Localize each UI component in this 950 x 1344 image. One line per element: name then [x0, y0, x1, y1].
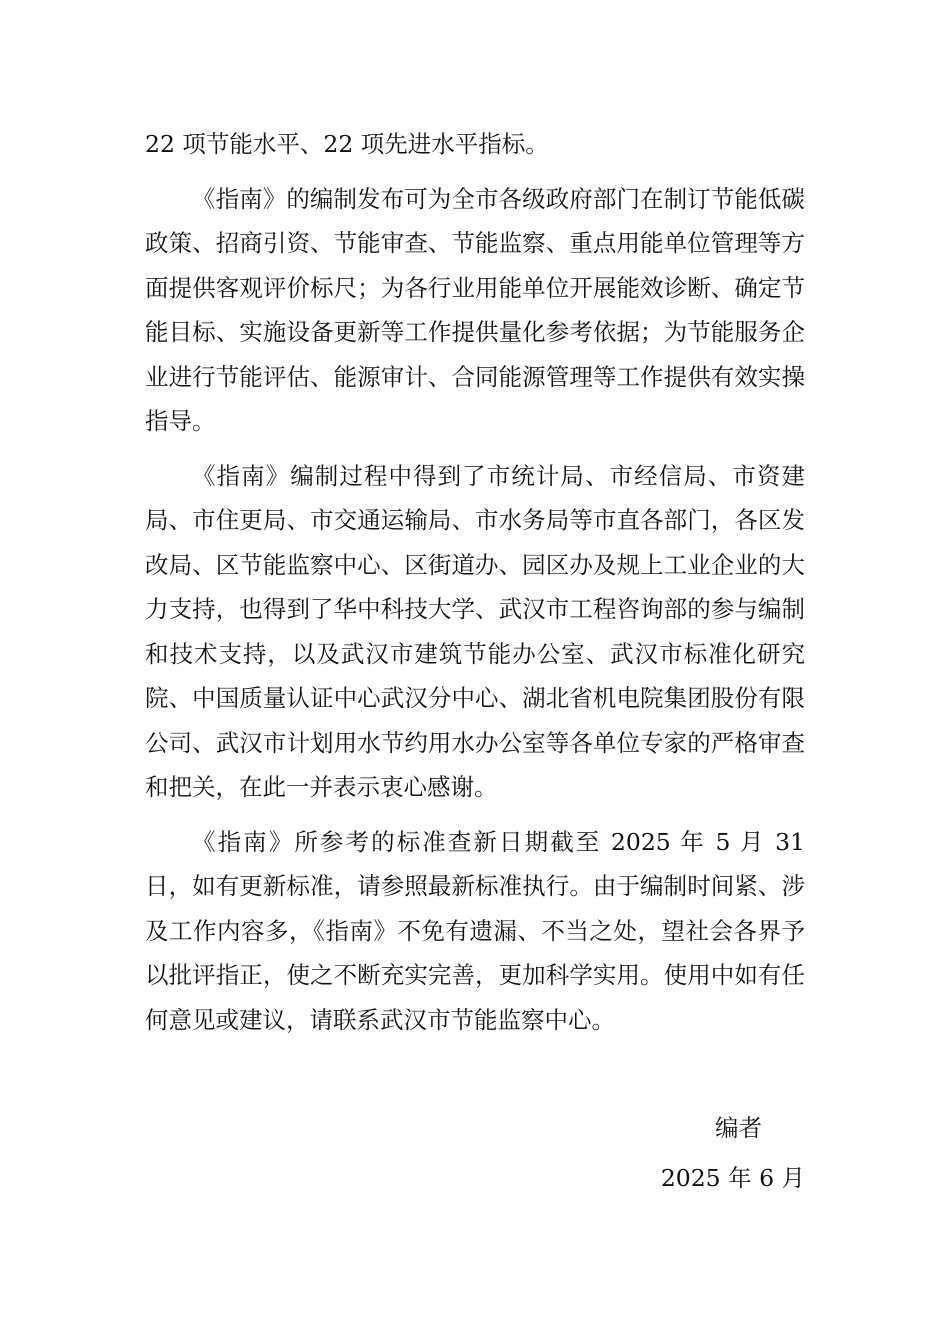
signature-editor: 编者	[715, 1114, 762, 1142]
paragraph-purpose: 《指南》的编制发布可为全市各级政府部门在制订节能低碳政策、招商引资、节能审查、节能监察、重点用能单位管理等方面提供客观评价标尺；为各行业用能单位开展能效诊断、确定节能目标、实施设备更新等工作提供量化参考依据；为节能服务企业进行节能评估、能源审计、合同能源管理等工作提供有效实操指导。	[145, 184, 805, 435]
signature-date: 2025 年 6 月	[660, 1164, 805, 1192]
paragraph-acknowledgements: 《指南》编制过程中得到了市统计局、市经信局、市资建局、市住更局、市交通运输局、市水务局等市直各部门，各区发改局、区节能监察中心、区街道办、园区办及规上工业企业的大力支持，也得到了华中科技大学、武汉市工程咨询部的参与编制和技术支持，以及武汉市建筑节能办公室、武汉市标准化研究院、中国质量认证中心武汉分中心、湖北省机电院集团股份有限公司、武汉市计划用水节约用水办公室等各单位专家的严格审查和把关，在此一并表示衷心感谢。	[145, 461, 805, 801]
document-body	[145, 122, 805, 1052]
paragraph-continuation: 22 项节能水平、22 项先进水平指标。	[145, 130, 549, 158]
paragraph-standards-note: 《指南》所参考的标准查新日期截至 2025 年 5 月 31 日，如有更新标准，请参照最新标准执行。由于编制时间紧、涉及工作内容多，《指南》不免有遗漏、不当之处，望社会各界予以批评指正，使之不断充实完善，更加科学实用。使用中如有任何意见或建议，请联系武汉市节能监察中心。	[145, 827, 805, 1034]
